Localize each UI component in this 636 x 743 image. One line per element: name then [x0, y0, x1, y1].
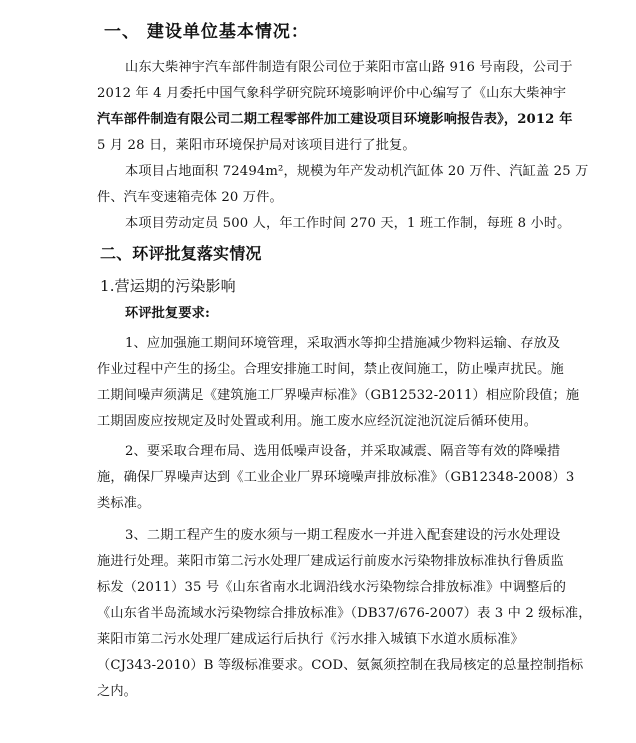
item-line: （CJ343-2010）B 等级标准要求。COD、氨氮须控制在我局核定的总量控制指标: [97, 658, 584, 673]
paragraph-line: 2012 年 4 月委托中国气象科学研究院环境影响评价中心编写了《山东大柴神宇: [97, 86, 567, 101]
subsection-heading: 1.营运期的污染影响: [100, 277, 236, 295]
paragraph-line: 本项目劳动定员 500 人，年工作时间 270 天，1 班工作制，每班 8 小时。: [125, 216, 571, 231]
section-2-heading: 二、环评批复落实情况: [100, 244, 262, 263]
item-line: 作业过程中产生的扬尘。合理安排施工时间，禁止夜间施工，防止噪声扰民。施: [97, 362, 564, 377]
item-line: 工期固废应按规定及时处置或利用。施工废水应经沉淀池沉淀后循环使用。: [97, 414, 538, 429]
item-line: 标发（2011）35 号《山东省南水北调沿线水污染物综合排放标准》中调整后的: [97, 580, 567, 595]
requirements-label: 环评批复要求:: [125, 306, 211, 321]
item-line: 莱阳市第二污水处理厂建成运行后执行《污水排入城镇下水道水质标准》: [97, 632, 524, 647]
item-line: 施进行处理。莱阳市第二污水处理厂建成运行前废水污染物排放标准执行鲁质监: [97, 554, 564, 569]
item-line: 2、要采取合理布局、选用低噪声设备，并采取减震、隔音等有效的降噪措: [125, 444, 561, 459]
paragraph-line: 本项目占地面积 72494m²，规模为年产发动机汽缸体 20 万件、汽缸盖 25 万: [125, 164, 589, 179]
section-1-heading: 一、 建设单位基本情况：: [104, 22, 309, 42]
item-line: 工期间噪声须满足《建筑施工厂界噪声标准》（GB12532-2011）相应阶段值；施: [97, 388, 580, 403]
item-line: 之内。: [97, 684, 138, 699]
item-line: 施，确保厂界噪声达到《工业企业厂界环境噪声排放标准》（GB12348-2008）3: [97, 470, 575, 485]
item-line: 《山东省半岛流域水污染物综合排放标准》（DB37/676-2007）表 3 中 2 级标准，: [97, 606, 592, 621]
item-line: 1、应加强施工期间环境管理，采取洒水等抑尘措施减少物料运输、存放及: [125, 336, 561, 351]
paragraph-line: 山东大柴神宇汽车部件制造有限公司位于莱阳市富山路 916 号南段，公司于: [125, 60, 573, 75]
paragraph-line: 件、汽车变速箱壳体 20 万件。: [97, 190, 283, 205]
paragraph-line: 汽车部件制造有限公司二期工程零部件加工建设项目环境影响报告表》，2012 年: [97, 112, 573, 127]
item-line: 类标准。: [97, 496, 151, 511]
paragraph-line: 5 月 28 日，莱阳市环境保护局对该项目进行了批复。: [97, 138, 416, 153]
item-line: 3、二期工程产生的废水须与一期工程废水一并进入配套建设的污水处理设: [125, 528, 561, 543]
